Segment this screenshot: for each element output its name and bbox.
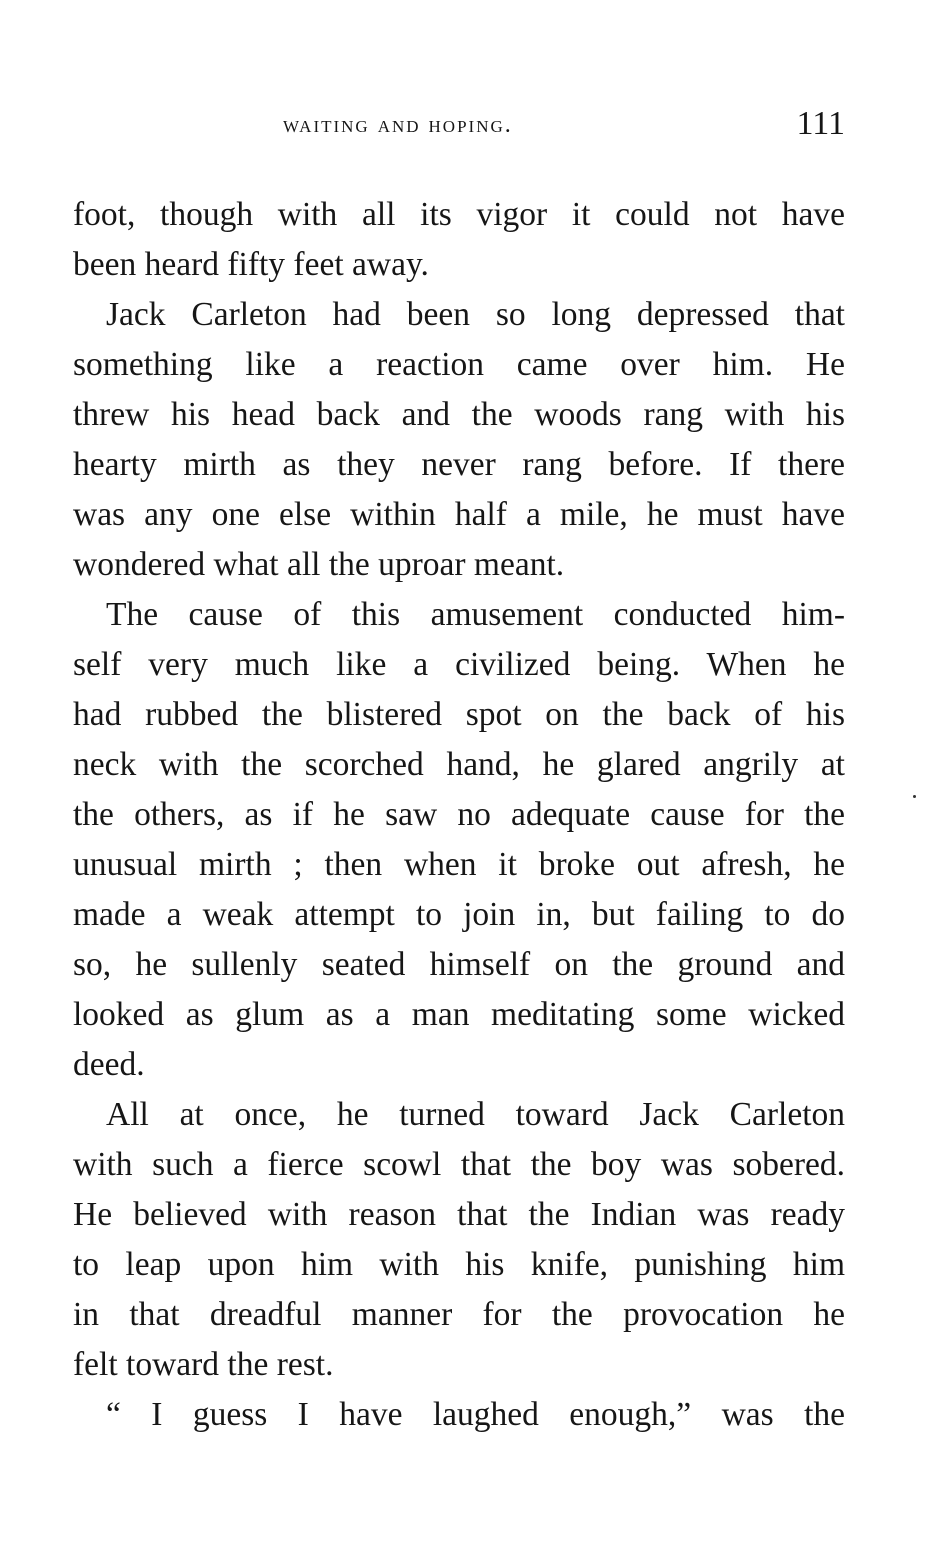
text-line: The cause of this amusement conducted him- — [106, 596, 845, 633]
text-line: hearty mirth as they never rang before. If there — [73, 446, 845, 483]
text-line: made a weak attempt to join in, but failing to do — [73, 896, 845, 933]
text-line: “ I guess I have laughed enough,” was the — [106, 1396, 845, 1433]
text-line: deed. — [73, 1046, 145, 1083]
text-line: self very much like a civilized being. When he — [73, 646, 845, 683]
body-text — [73, 190, 845, 1440]
text-line: All at once, he turned toward Jack Carleton — [106, 1096, 845, 1133]
text-line: so, he sullenly seated himself on the ground and — [73, 946, 845, 983]
running-head: waiting and hoping. — [283, 112, 513, 138]
text-line: the others, as if he saw no adequate cause for the — [73, 796, 845, 833]
text-line: felt toward the rest. — [73, 1346, 334, 1383]
text-line: Jack Carleton had been so long depressed that — [106, 296, 845, 333]
text-line: neck with the scorched hand, he glared angrily at — [73, 746, 845, 783]
text-line: He believed with reason that the Indian was ready — [73, 1196, 845, 1233]
text-line: unusual mirth ; then when it broke out afresh, he — [73, 846, 845, 883]
text-line: been heard fifty feet away. — [73, 246, 429, 283]
text-line: foot, though with all its vigor it could not have — [73, 196, 845, 233]
text-line: was any one else within half a mile, he must have — [73, 496, 845, 533]
text-line: with such a fierce scowl that the boy was sobered. — [73, 1146, 845, 1183]
text-line: something like a reaction came over him. He — [73, 346, 845, 383]
text-line: wondered what all the uproar meant. — [73, 546, 565, 583]
text-line: in that dreadful manner for the provocation he — [73, 1296, 845, 1333]
page-number: 111 — [796, 105, 845, 142]
scan-speck — [913, 795, 916, 798]
text-line: threw his head back and the woods rang with his — [73, 396, 845, 433]
text-line: to leap upon him with his knife, punishing him — [73, 1246, 845, 1283]
text-line: had rubbed the blistered spot on the back of his — [73, 696, 845, 733]
text-line: looked as glum as a man meditating some wicked — [73, 996, 845, 1033]
